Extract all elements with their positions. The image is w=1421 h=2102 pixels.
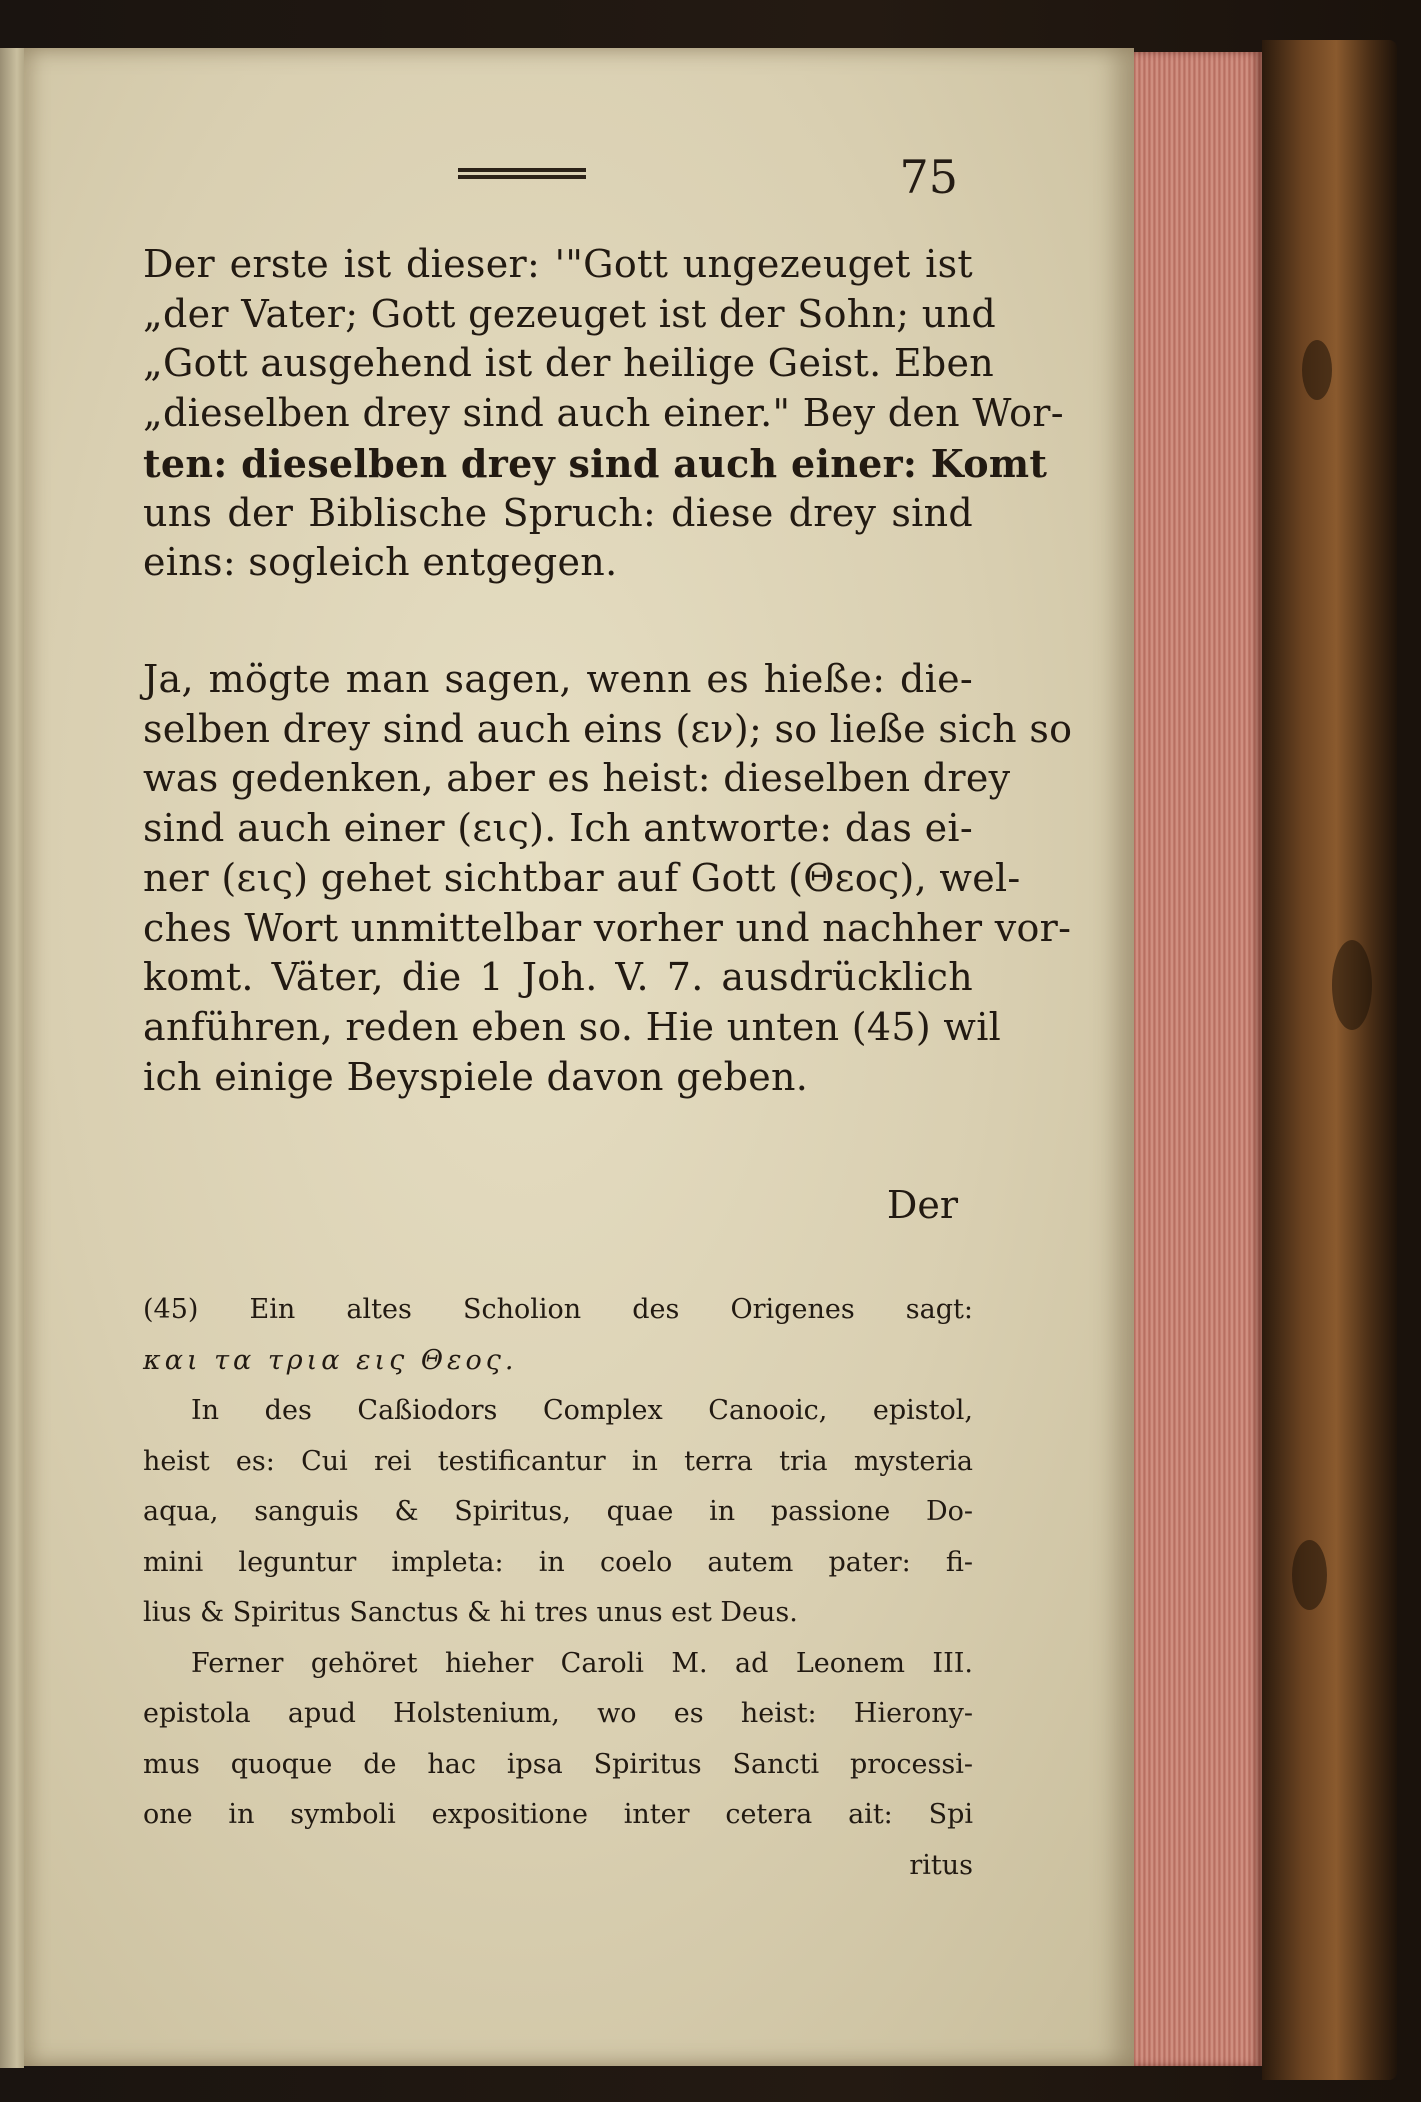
footnote-line: heist es: Cui rei testificantur in terra tria mysteria xyxy=(143,1445,973,1477)
header-ornament-rule xyxy=(458,168,586,186)
footnote-line: lius & Spiritus Sanctus & hi tres unus est Deus. xyxy=(143,1597,798,1628)
paragraph-2 xyxy=(143,655,1073,1102)
cover-marbling xyxy=(1302,340,1332,400)
text-line: Ja, mögte man sagen, wenn es hieße: die- xyxy=(143,657,973,701)
text-line: was gedenken, aber es heist: dieselben drey xyxy=(143,756,1011,801)
footnote-line: aqua, sanguis & Spiritus, quae in passione Do- xyxy=(143,1496,973,1527)
book-cover xyxy=(1262,40,1397,2080)
text-line: Der erste ist dieser: '"Gott ungezeuget ist xyxy=(143,242,973,286)
text-line: eins: sogleich entgegen. xyxy=(143,540,618,585)
paragraph-1 xyxy=(143,240,1064,588)
footnote-line: (45) Ein altes Scholion des Origenes sagt: xyxy=(143,1294,973,1325)
page-edges xyxy=(1134,52,1262,2066)
cover-marbling xyxy=(1332,940,1372,1030)
text-line: anführen, reden eben so. Hie unten (45) wil xyxy=(143,1004,1002,1049)
footnote-line: In des Caßiodors Complex Canooic, epistol, xyxy=(191,1395,973,1426)
cover-marbling xyxy=(1292,1540,1327,1610)
text-line: „Gott ausgehend ist der heilige Geist. Eben xyxy=(143,341,995,386)
footnote-line: Ferner gehöret hieher Caroli M. ad Leonem III. xyxy=(191,1647,973,1679)
text-line: ich einige Beyspiele davon geben. xyxy=(143,1054,809,1099)
text-line: komt. Väter, die 1 Joh. V. 7. ausdrücklich xyxy=(143,955,973,1000)
footnote-line: one in symboli expositione inter cetera ait: Spi xyxy=(143,1799,973,1830)
text-line: sind auch einer (εις). Ich antworte: das ei- xyxy=(143,806,973,851)
catchword: Der xyxy=(886,1183,958,1227)
text-line: selben drey sind auch eins (εν); so ließe sich so xyxy=(143,706,1073,751)
footnote-line: mus quoque de hac ipsa Spiritus Sancti processi- xyxy=(143,1748,973,1780)
text-line: „der Vater; Gott gezeuget ist der Sohn; und xyxy=(143,291,996,336)
text-line: ten: dieselben drey sind auch einer: Komt xyxy=(143,440,1048,486)
footnote-line: mini leguntur impleta: in coelo autem pater: fi- xyxy=(143,1546,973,1578)
footnote-catchword: ritus xyxy=(909,1849,973,1881)
footnote-line: epistola apud Holstenium, wo es heist: Hierony- xyxy=(143,1698,973,1729)
text-line: ches Wort unmittelbar vorher und nachher vor- xyxy=(143,905,1072,950)
text-line: „dieselben drey sind auch einer." Bey den Wor- xyxy=(143,391,1064,436)
page-number: 75 xyxy=(899,150,958,204)
text-line: ner (εις) gehet sichtbar auf Gott (Θεος), wel- xyxy=(143,855,1021,900)
left-page-edge xyxy=(0,48,24,2068)
footnote-block xyxy=(143,1285,973,1891)
footnote-line: και τα τρια εις Θεος. xyxy=(143,1344,518,1376)
text-line: uns der Biblische Spruch: diese drey sind xyxy=(143,490,973,535)
